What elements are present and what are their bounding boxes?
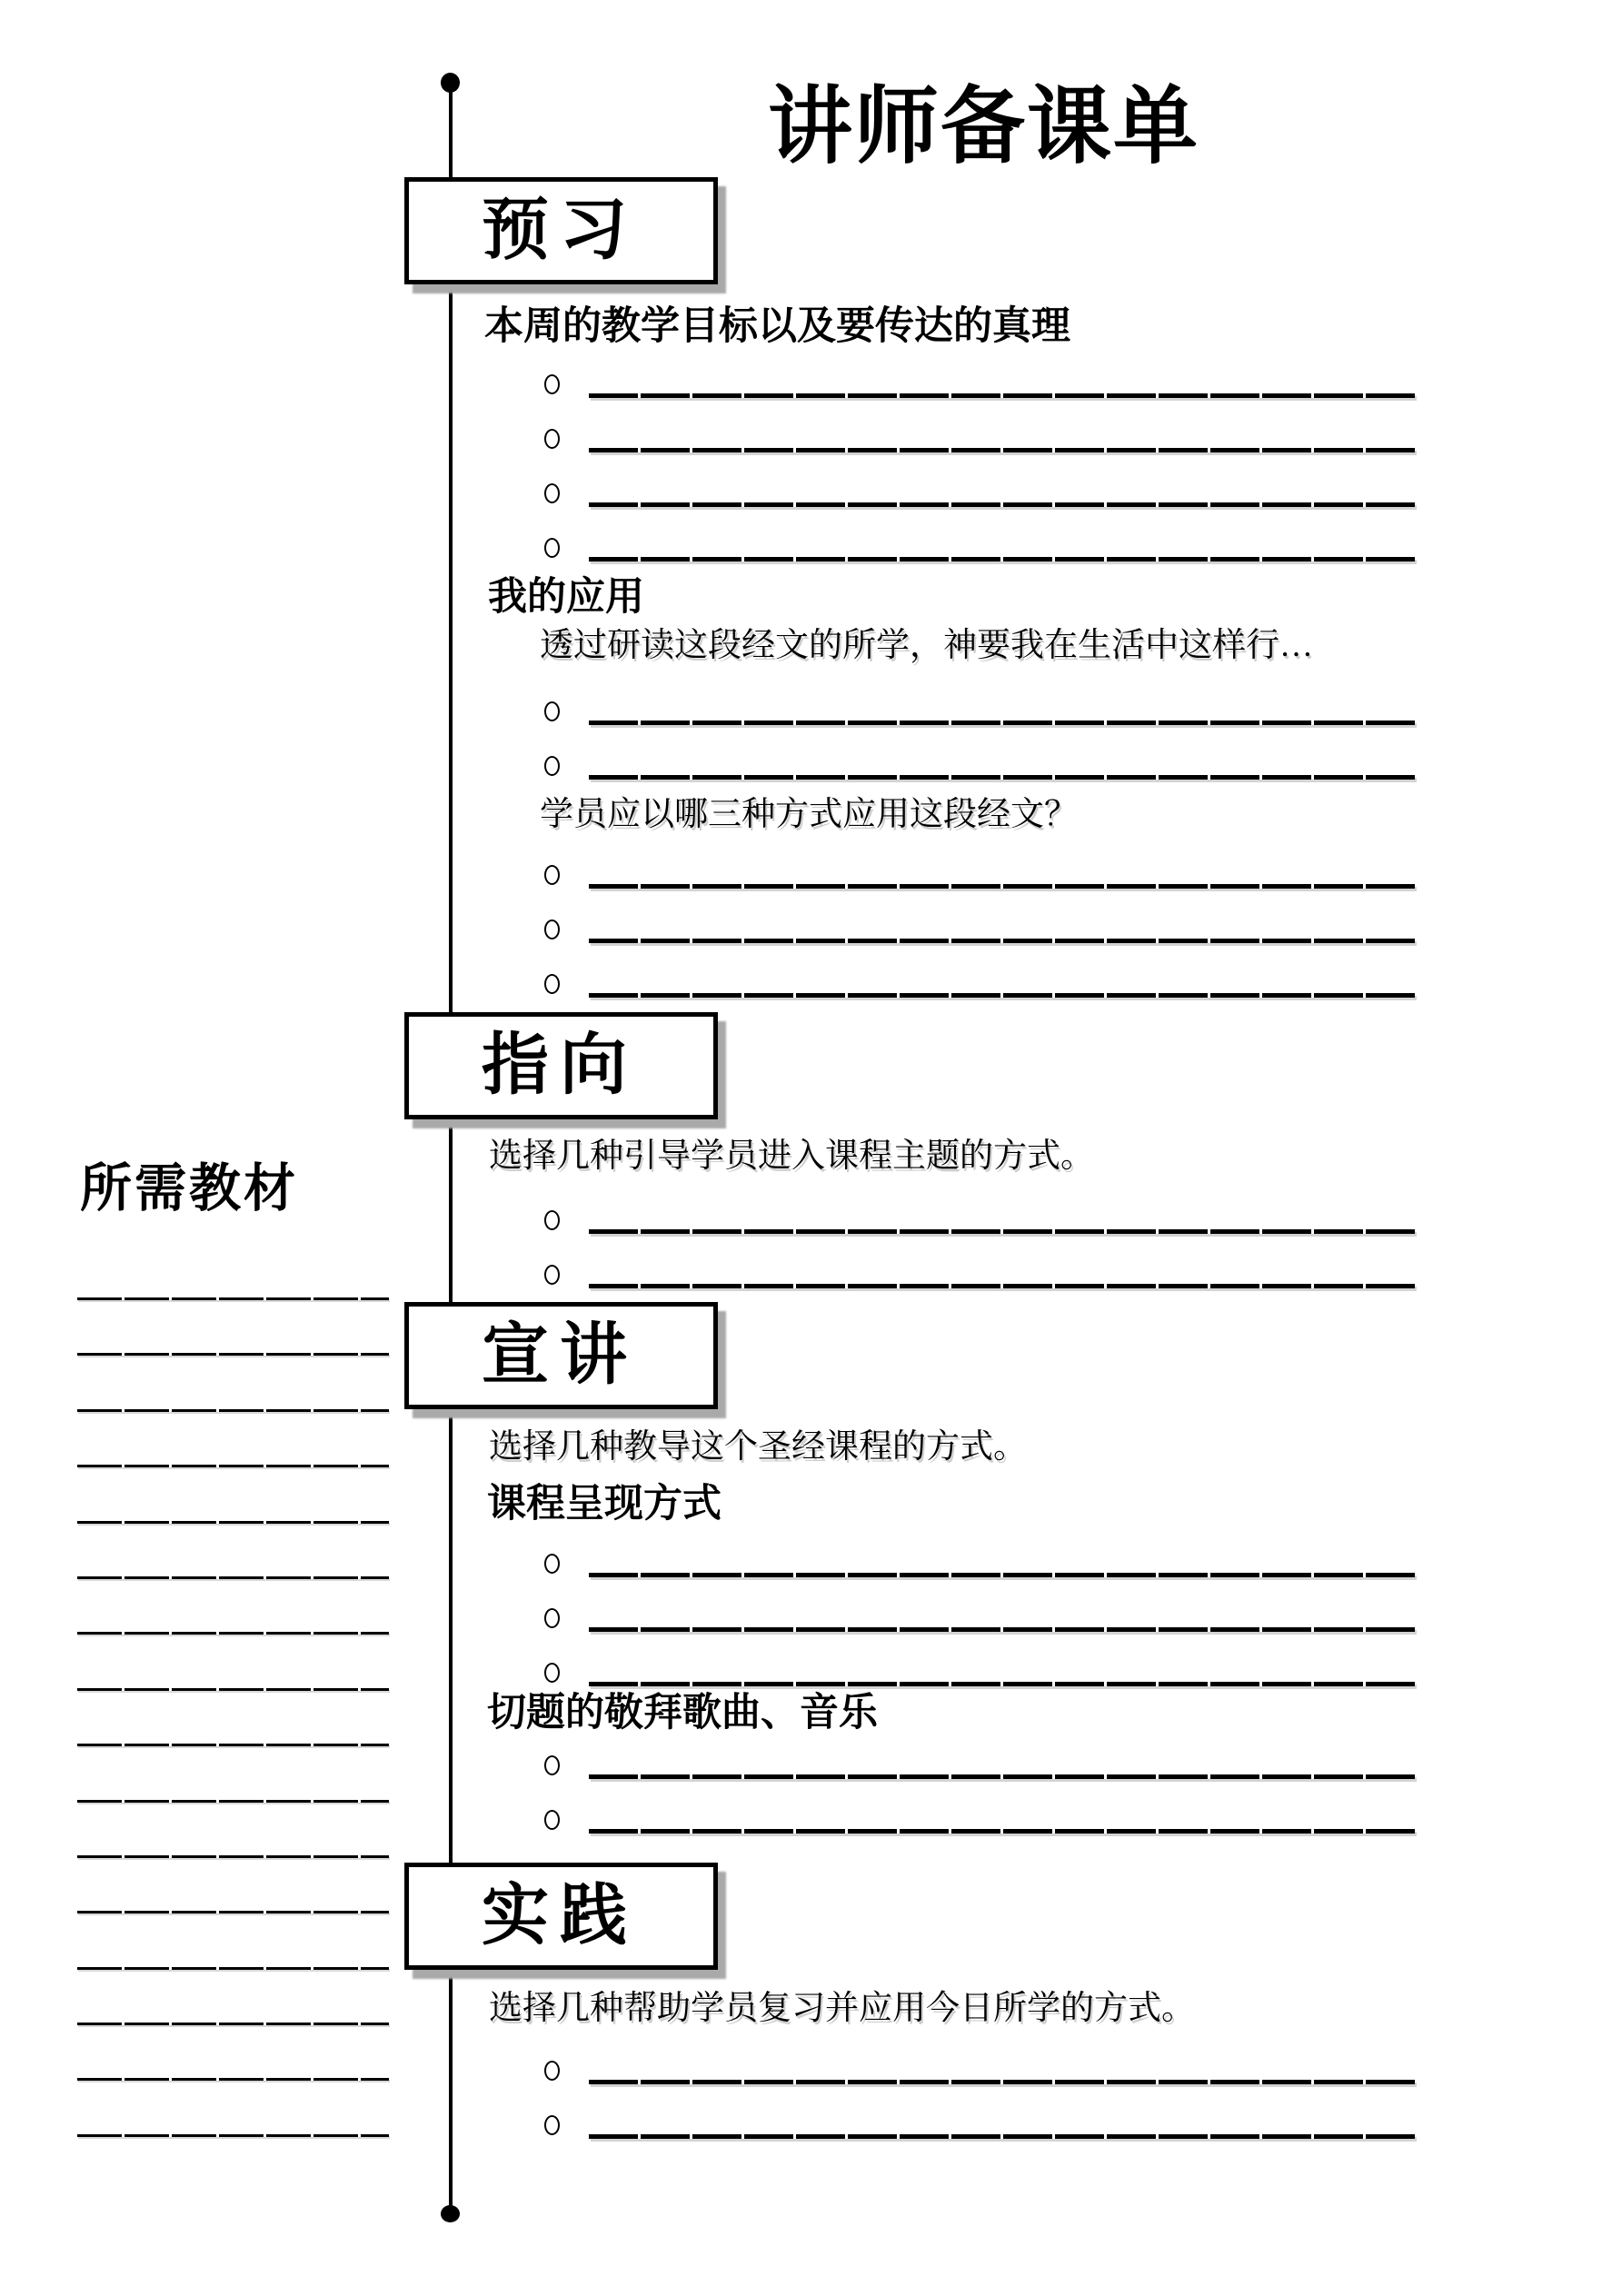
bullet-circle-icon xyxy=(544,974,560,994)
bullet-list xyxy=(542,698,1415,780)
preview-para-2: 学员应以哪三种方式应用这段经文？ xyxy=(540,796,1078,833)
timeline-dot-bottom xyxy=(441,2205,460,2222)
bullet-row xyxy=(542,1806,1415,1834)
bullet-row xyxy=(542,752,1415,780)
timeline-dot-top xyxy=(441,73,460,93)
bullet-row xyxy=(542,916,1415,943)
bullet-list xyxy=(542,861,1415,998)
bullet-row xyxy=(542,1659,1415,1686)
blank-line xyxy=(589,393,1415,398)
blank-line xyxy=(589,1682,1415,1686)
section-label-direct: 指向 xyxy=(482,1029,638,1103)
blank-line xyxy=(589,1627,1415,1632)
bullet-row xyxy=(542,861,1415,889)
bullet-list xyxy=(542,1550,1415,1686)
bullet-circle-icon xyxy=(544,1608,560,1628)
page-title: 讲师备课单 xyxy=(768,81,1199,174)
section-label-preview: 预习 xyxy=(482,194,638,268)
bullet-circle-icon xyxy=(544,1210,560,1230)
bullet-row xyxy=(542,371,1415,398)
bullet-row xyxy=(542,1605,1415,1632)
materials-line xyxy=(77,1465,389,1467)
blank-line xyxy=(589,1774,1415,1779)
blank-line xyxy=(589,721,1415,725)
blank-line xyxy=(589,1829,1415,1834)
blank-line xyxy=(589,1229,1415,1234)
proclaim-heading-1: 课程呈现方式 xyxy=(487,1483,721,1526)
bullet-circle-icon xyxy=(544,1663,560,1683)
bullet-row xyxy=(542,534,1415,562)
bullet-circle-icon xyxy=(544,865,560,885)
materials-line xyxy=(77,1632,389,1635)
materials-line xyxy=(77,1409,389,1412)
materials-line xyxy=(77,1800,389,1803)
bullet-row xyxy=(542,1207,1415,1234)
materials-line xyxy=(77,1688,389,1691)
section-label-practice: 实践 xyxy=(482,1879,638,1953)
section-box-proclaim xyxy=(404,1302,718,1409)
blank-line xyxy=(589,775,1415,780)
preview-subheading: 我的应用 xyxy=(488,576,644,619)
materials-line xyxy=(77,1911,389,1913)
bullet-circle-icon xyxy=(544,374,560,394)
bullet-list xyxy=(542,1752,1415,1834)
blank-line xyxy=(589,557,1415,562)
bullet-circle-icon xyxy=(544,429,560,449)
blank-line xyxy=(589,1284,1415,1288)
section-label-proclaim: 宣讲 xyxy=(482,1318,638,1393)
bullet-circle-icon xyxy=(544,701,560,721)
blank-line xyxy=(589,993,1415,998)
bullet-row xyxy=(542,1550,1415,1577)
materials-line xyxy=(77,1521,389,1524)
bullet-circle-icon xyxy=(544,756,560,776)
bullet-circle-icon xyxy=(544,2115,560,2135)
bullet-row xyxy=(542,1752,1415,1779)
materials-line xyxy=(77,2134,389,2137)
bullet-circle-icon xyxy=(544,1810,560,1830)
bullet-circle-icon xyxy=(544,1265,560,1285)
blank-line xyxy=(589,884,1415,889)
blank-line xyxy=(589,2134,1415,2139)
proclaim-para: 选择几种教导这个圣经课程的方式。 xyxy=(489,1428,1027,1466)
materials-line xyxy=(77,2078,389,2081)
bullet-list xyxy=(542,2057,1415,2139)
materials-line xyxy=(77,1576,389,1579)
bullet-row xyxy=(542,425,1415,452)
blank-line xyxy=(589,448,1415,452)
materials-line xyxy=(77,1744,389,1746)
section-box-preview xyxy=(404,177,718,284)
bullet-row xyxy=(542,970,1415,998)
section-box-direct xyxy=(404,1012,718,1119)
preview-para-1: 透过研读这段经文的所学，神要我在生活中这样行… xyxy=(540,627,1313,664)
materials-line xyxy=(77,1297,389,1300)
materials-line-list xyxy=(77,1297,389,2190)
materials-label: 所需教材 xyxy=(80,1160,298,1218)
bullet-row xyxy=(542,1261,1415,1288)
section-box-practice xyxy=(404,1863,718,1970)
bullet-circle-icon xyxy=(544,1755,560,1775)
blank-line xyxy=(589,1573,1415,1577)
materials-line xyxy=(77,1353,389,1356)
bullet-list xyxy=(542,1207,1415,1288)
bullet-list xyxy=(542,371,1415,562)
practice-para: 选择几种帮助学员复习并应用今日所学的方式。 xyxy=(489,1990,1195,2027)
bullet-circle-icon xyxy=(544,2061,560,2081)
bullet-row xyxy=(542,2057,1415,2084)
materials-line xyxy=(77,1855,389,1858)
proclaim-heading-2: 切题的敬拜歌曲、音乐 xyxy=(487,1692,878,1734)
bullet-row xyxy=(542,698,1415,725)
bullet-circle-icon xyxy=(544,919,560,939)
bullet-circle-icon xyxy=(544,538,560,558)
bullet-circle-icon xyxy=(544,1554,560,1574)
blank-line xyxy=(589,502,1415,507)
direct-para: 选择几种引导学员进入课程主题的方式。 xyxy=(489,1138,1094,1175)
blank-line xyxy=(589,2080,1415,2084)
bullet-row xyxy=(542,2112,1415,2139)
materials-line xyxy=(77,1967,389,1970)
bullet-row xyxy=(542,480,1415,507)
blank-line xyxy=(589,939,1415,943)
preview-heading: 本周的教学目标以及要传达的真理 xyxy=(484,305,1070,348)
bullet-circle-icon xyxy=(544,483,560,503)
materials-line xyxy=(77,2023,389,2025)
